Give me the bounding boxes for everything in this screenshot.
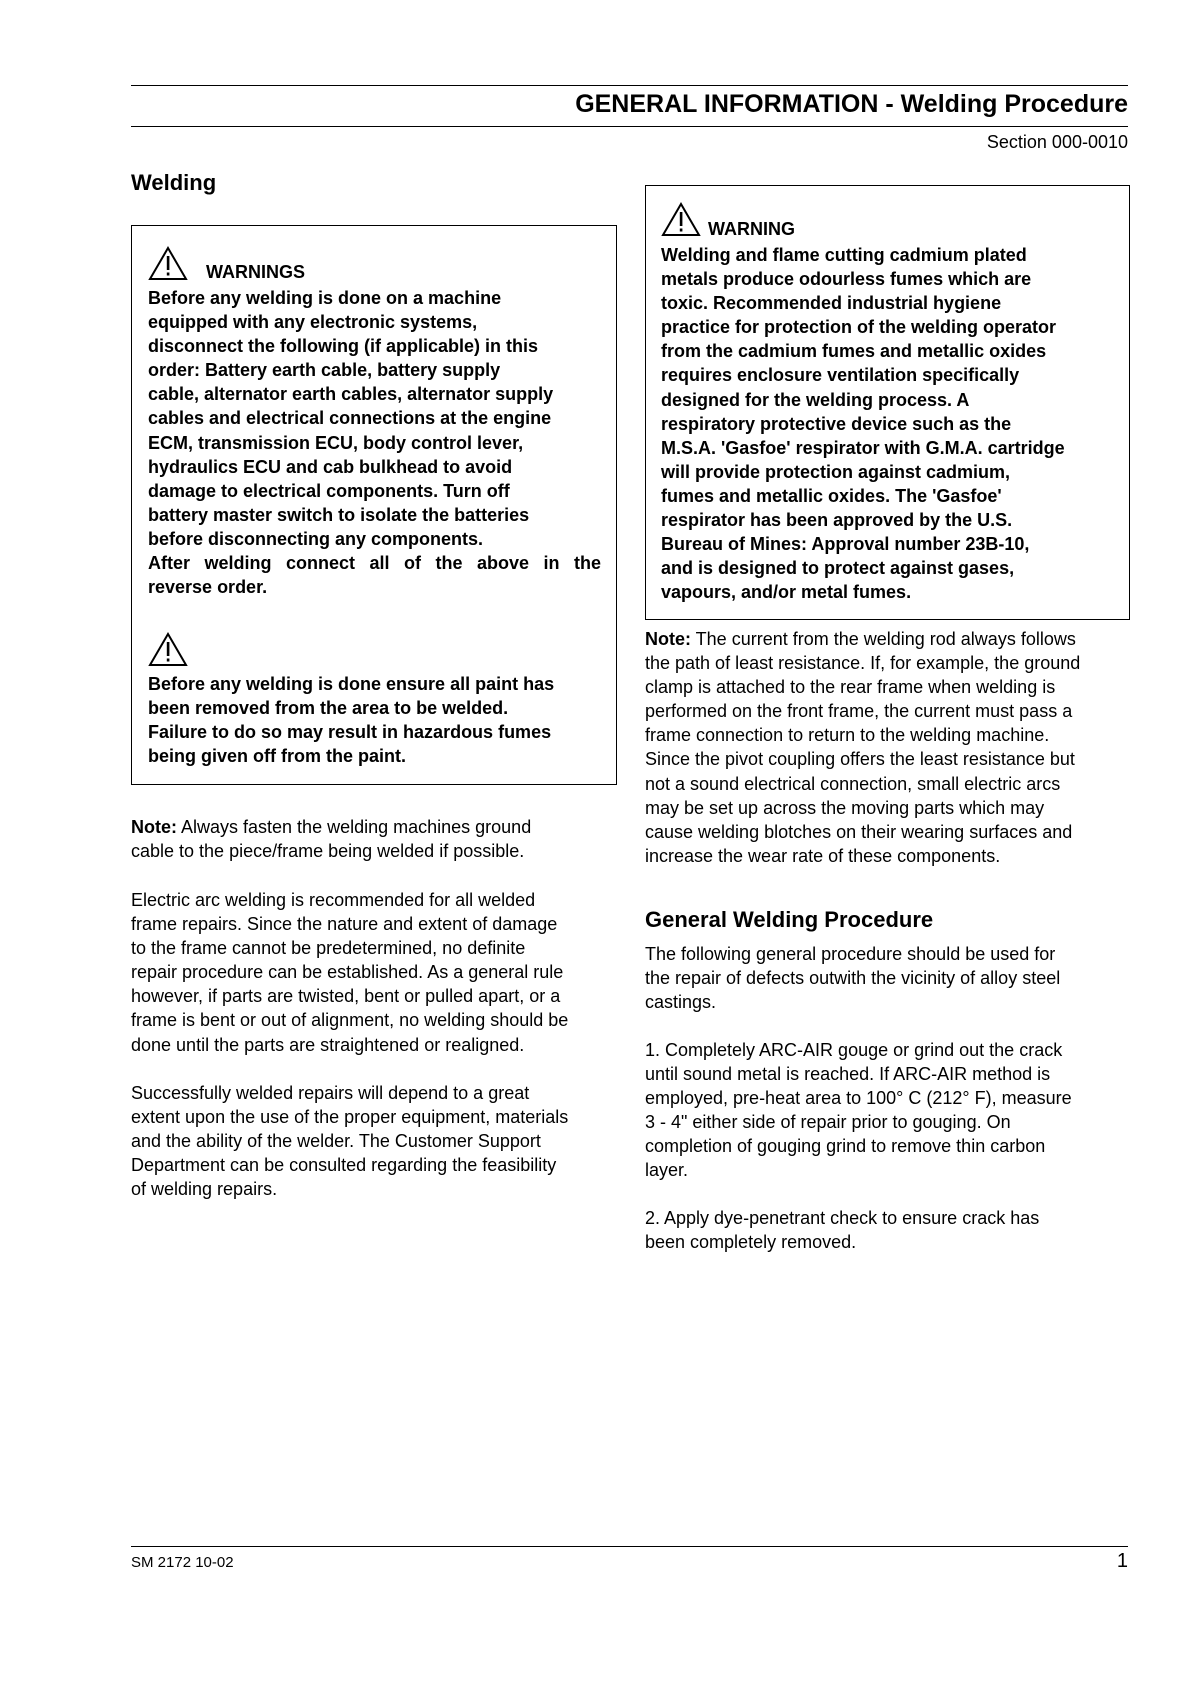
text-line: Welding and flame cutting cadmium plated <box>661 245 1027 265</box>
text-line: reverse order. <box>148 577 268 598</box>
text-line: before disconnecting any components. <box>148 528 484 549</box>
cadmium-warning-box <box>645 185 1130 620</box>
text-line: practice for protection of the welding operator <box>661 317 1057 338</box>
text-line: designed for the welding process. A <box>661 389 970 410</box>
warnings-label: WARNINGS <box>206 262 305 282</box>
text-line: disconnect the following (if applicable) in this <box>148 336 539 357</box>
text-line: hydraulics ECU and cab bulkhead to avoid <box>148 456 513 477</box>
paint-warning-text <box>148 672 601 768</box>
general-welding-procedure-heading: General Welding Procedure <box>645 907 934 932</box>
text-line: Before any welding is done on a machine <box>148 288 502 308</box>
procedure-step-1 <box>645 1038 1072 1183</box>
text-line: cables and electrical connections at the engine <box>148 408 552 429</box>
text-line: M.S.A. 'Gasfoe' respirator with G.M.A. cartridge <box>661 437 1065 458</box>
text-line: frame is bent or out of alignment, no welding should be <box>131 1010 569 1031</box>
footer-rule <box>131 1546 1128 1547</box>
text-line: of welding repairs. <box>131 1179 278 1200</box>
document-id: SM 2172 10-02 <box>131 1554 234 1571</box>
page-title: GENERAL INFORMATION - Welding Procedure <box>575 90 1128 118</box>
warning-label: WARNING <box>708 219 795 239</box>
text-line: employed, pre-heat area to 100° C (212° F), measure <box>645 1088 1072 1109</box>
cadmium-warning-text <box>661 243 1065 604</box>
text-line: Since the pivot coupling offers the least resistance but <box>645 749 1075 770</box>
warning-triangle-icon <box>661 202 701 237</box>
text-line: respirator has been approved by the U.S. <box>661 510 1013 531</box>
warning-triangle-icon <box>148 246 188 281</box>
text-line: The following general procedure should be used for <box>645 944 1056 964</box>
text-line <box>131 815 531 839</box>
note-text: Always fasten the welding machines ground <box>177 817 532 837</box>
text-line: until sound metal is reached. If ARC-AIR method is <box>645 1064 1051 1085</box>
warnings-text <box>148 286 601 599</box>
text-line: performed on the front frame, the current must pass a <box>645 701 1073 722</box>
text-line: respiratory protective device such as the <box>661 413 1012 434</box>
text-line: Before any welding is done ensure all paint has <box>148 674 555 694</box>
text-line <box>645 627 1080 651</box>
text-line: battery master switch to isolate the batteries <box>148 504 530 525</box>
text-line: from the cadmium fumes and metallic oxides <box>661 341 1047 362</box>
text-line: toxic. Recommended industrial hygiene <box>661 293 1002 314</box>
text-line: requires enclosure ventilation specifically <box>661 365 1020 386</box>
text-line: been completely removed. <box>645 1232 857 1253</box>
left-note <box>131 815 531 863</box>
page-number: 1 <box>1116 1550 1128 1572</box>
text-line: Failure to do so may result in hazardous fumes <box>148 722 552 743</box>
text-line: fumes and metallic oxides. The 'Gasfoe' <box>661 485 1002 506</box>
text-line: cable to the piece/frame being welded if possible. <box>131 841 525 862</box>
text-line: equipped with any electronic systems, <box>148 312 478 333</box>
text-line: and the ability of the welder. The Customer Support <box>131 1131 541 1152</box>
text-line: frame connection to return to the welding machine. <box>645 725 1050 746</box>
text-line: increase the wear rate of these components. <box>645 845 1001 866</box>
note-label: Note: <box>131 817 177 837</box>
warning-triangle-icon <box>148 632 188 667</box>
text-line: 1. Completely ARC-AIR gouge or grind out the crack <box>645 1040 1063 1060</box>
text-line: order: Battery earth cable, battery supply <box>148 360 501 381</box>
text-line: Electric arc welding is recommended for all welded <box>131 890 536 910</box>
text-line: done until the parts are straightened or realigned. <box>131 1034 525 1055</box>
text-line: cable, alternator earth cables, alternator supply <box>148 384 554 405</box>
text-line: will provide protection against cadmium, <box>661 461 1011 482</box>
text-line: layer. <box>645 1160 689 1181</box>
text-line: vapours, and/or metal fumes. <box>661 582 912 603</box>
procedure-step-2 <box>645 1206 1039 1254</box>
text-line: not a sound electrical connection, small electric arcs <box>645 773 1061 794</box>
note-text: The current from the welding rod always follows <box>691 629 1076 649</box>
note-label: Note: <box>645 629 691 649</box>
text-line: however, if parts are twisted, bent or pulled apart, or a <box>131 986 561 1007</box>
repairs-paragraph <box>131 1081 568 1201</box>
text-line: Department can be consulted regarding the feasibility <box>131 1155 557 1176</box>
text-line: clamp is attached to the rear frame when welding is <box>645 677 1056 698</box>
text-line: to the frame cannot be predetermined, no definite <box>131 938 526 959</box>
arc-welding-paragraph <box>131 888 568 1057</box>
warnings-box <box>131 225 617 785</box>
text-line: cause welding blotches on their wearing surfaces and <box>645 821 1073 842</box>
text-line: Successfully welded repairs will depend to a great <box>131 1083 530 1103</box>
text-line: Bureau of Mines: Approval number 23B-10, <box>661 534 1030 555</box>
text-line: completion of gouging grind to remove thin carbon <box>645 1136 1046 1157</box>
text-line: extent upon the use of the proper equipment, materials <box>131 1107 569 1128</box>
section-number: Section 000-0010 <box>986 132 1128 152</box>
text-line: frame repairs. Since the nature and extent of damage <box>131 914 558 935</box>
text-line: castings. <box>645 992 717 1013</box>
text-line: and is designed to protect against gases, <box>661 558 1015 579</box>
header-top-rule <box>131 85 1128 86</box>
text-line: ECM, transmission ECU, body control lever, <box>148 432 524 453</box>
text-line: been removed from the area to be welded. <box>148 698 509 719</box>
text-line: being given off from the paint. <box>148 746 406 767</box>
text-line: 2. Apply dye-penetrant check to ensure crack has <box>645 1208 1040 1228</box>
right-note <box>645 627 1080 868</box>
text-line: 3 - 4" either side of repair prior to gouging. On <box>645 1112 1011 1133</box>
text-line: the repair of defects outwith the vicinity of alloy steel <box>645 968 1061 989</box>
welding-heading: Welding <box>131 170 217 195</box>
text-line: After welding connect all of the above in the <box>148 553 601 574</box>
header-bottom-rule <box>131 126 1128 127</box>
procedure-intro <box>645 942 1060 1014</box>
text-line: may be set up across the moving parts which may <box>645 797 1045 818</box>
text-line: metals produce odourless fumes which are <box>661 269 1032 290</box>
text-line: the path of least resistance. If, for example, the ground <box>645 653 1081 674</box>
text-line: damage to electrical components. Turn off <box>148 480 510 501</box>
text-line: repair procedure can be established. As a general rule <box>131 962 564 983</box>
